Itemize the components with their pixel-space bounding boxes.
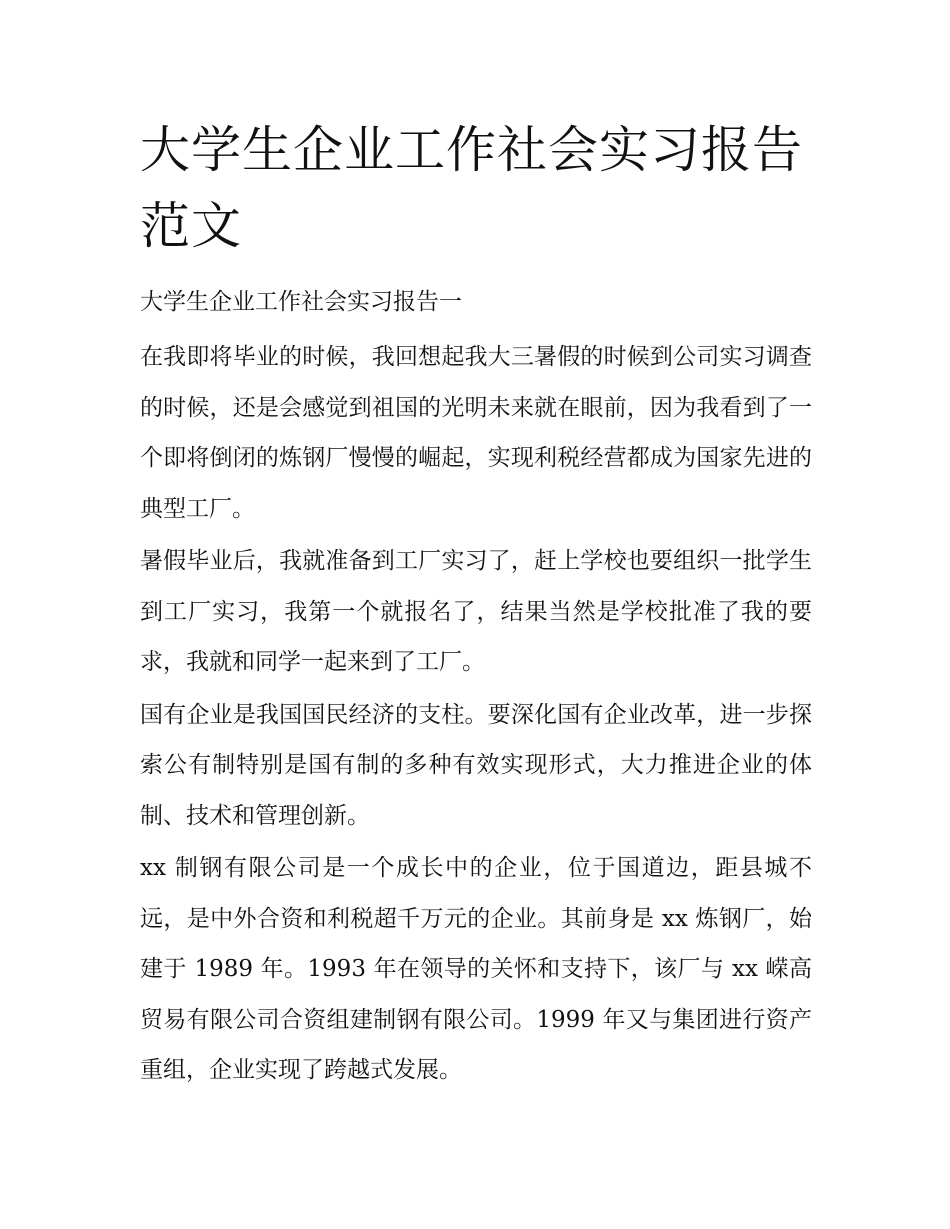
paragraph: 国有企业是我国国民经济的支柱。要深化国有企业改革，进一步探索公有制特别是国有制的多种有效实现形式，大力推进企业的体制、技术和管理创新。 [140,701,812,829]
paragraph: 在我即将毕业的时候，我回想起我大三暑假的时候到公司实习调查的时候，还是会感觉到祖国的光明未来就在眼前，因为我看到了一个即将倒闭的炼钢厂慢慢的崛起，实现利税经营都成为国家先进的典型工厂。 [140,344,812,522]
section-heading: 大学生企业工作社会实习报告一 [140,289,462,315]
paragraph: xx 制钢有限公司是一个成长中的企业，位于国道边，距县城不远，是中外合资和利税超千万元的企业。其前身是 xx 炼钢厂，始建于 1989 年。1993 年在领导的关怀和支持下，该厂与 xx 嵘高贸易有限公司合资组建制钢有限公司。1999 年又与集团进行资产重组，企业实现了跨越式发展。 [140,855,812,1083]
document-body [140,284,812,1098]
paragraph: 暑假毕业后，我就准备到工厂实习了，赶上学校也要组织一批学生到工厂实习，我第一个就报名了，结果当然是学校批准了我的要求，我就和同学一起来到了工厂。 [140,548,812,675]
document-title: 大学生企业工作社会实习报告范文 [140,121,803,255]
